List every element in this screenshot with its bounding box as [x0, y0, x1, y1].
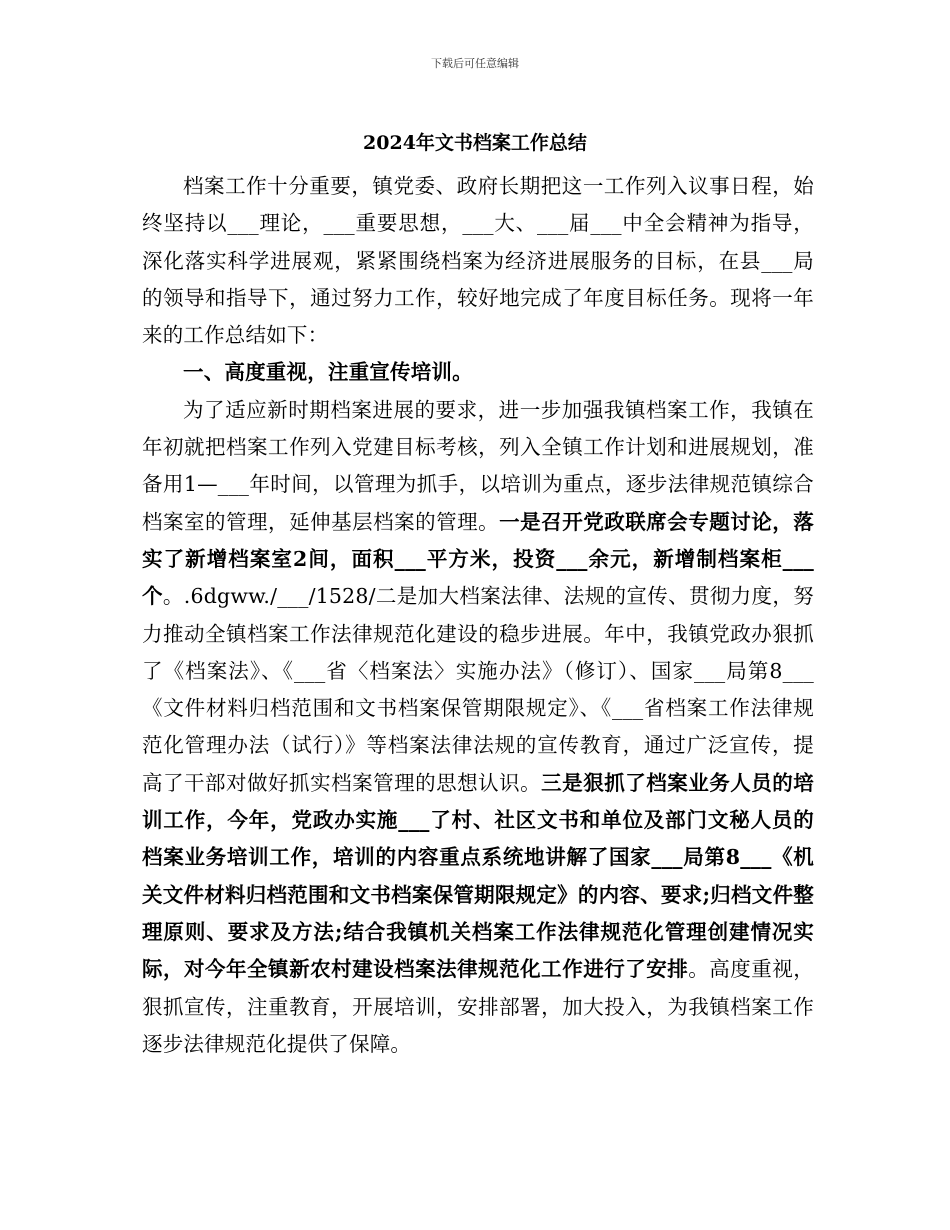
section-1-bold-point-1: 一是召开党政联席会专题讨论，落实了新增档案室2间，面积___平方米，投资___余元，新增制档案柜___个	[142, 509, 815, 609]
section-1-text-part-1: 为了适应新时期档案进展的要求，进一步加强我镇档案工作，我镇在年初就把档案工作列入党建目标考核，列入全镇工作计划和进展规划，准备用1—___年时间，以管理为抓手，以培训为重点，逐步法律规范镇综合档案室的管理，延伸基层档案的管理。	[142, 397, 814, 534]
section-1-paragraph	[142, 392, 814, 1063]
document-body	[142, 168, 814, 1063]
intro-paragraph: 档案工作十分重要，镇党委、政府长期把这一工作列入议事日程，始终坚持以___理论，___重要思想，___大、___届___中全会精神为指导，深化落实科学进展观，紧紧围绕档案为经济进展服务的目标，在县___局的领导和指导下，通过努力工作，较好地完成了年度目标任务。现将一年来的工作总结如下：	[142, 174, 814, 348]
document-title: 2024年文书档案工作总结	[363, 132, 587, 154]
section-1-text-part-2: 。.6dgww./___/1528/二是加大档案法律、法规的宣传、贯彻力度，努力推动全镇档案工作法律规范化建设的稳步进展。年中，我镇党政办狠抓了《档案法》、《___省〈档案法〉实施办法》（修订）、国家___局第8___《文件材料归档范围和文书档案保管期限规定》、《___省档案工作法律规范化管理办法（试行）》等档案法律法规的宣传教育，通过广泛宣传，提高了干部对做好抓实档案管理的思想认识。	[142, 584, 814, 795]
section-1-text-part-3: 。高度重视，狠抓宣传，注重教育，开展培训，安排部署，加大投入，为我镇档案工作逐步法律规范化提供了保障。	[142, 957, 814, 1056]
download-note: 下载后可任意编辑	[431, 57, 519, 70]
section-1-bold-point-3: 三是狠抓了档案业务人员的培训工作，今年，党政办实施___了村、社区文书和单位及部门文秘人员的档案业务培训工作，培训的内容重点系统地讲解了国家___局第8___《机关文件材料归档范围和文书档案保管期限规定》的内容、要求;归档文件整理原则、要求及方法;结合我镇机关档案工作法律规范化管理创建情况实际，对今年全镇新农村建设档案法律规范化工作进行了安排	[142, 770, 814, 982]
section-1-heading: 一、高度重视，注重宣传培训。	[183, 360, 473, 385]
